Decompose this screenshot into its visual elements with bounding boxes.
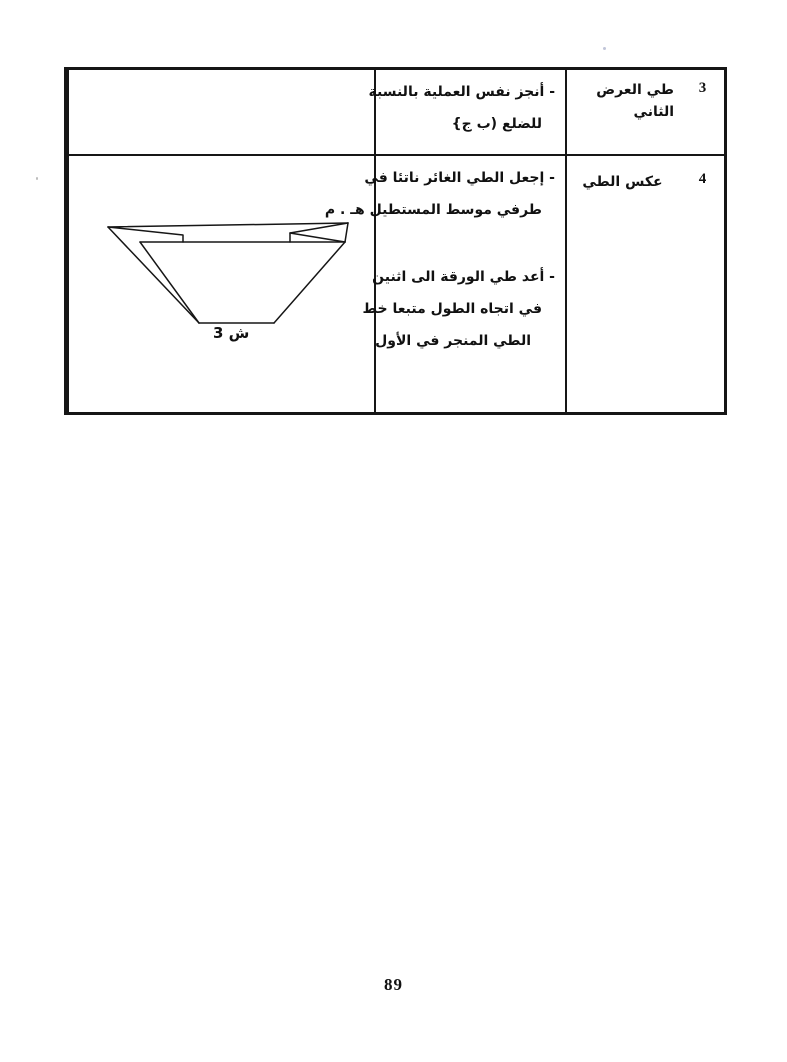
step-number-cell — [681, 154, 724, 412]
instruction-paragraph — [368, 76, 555, 140]
step-title-cell — [565, 70, 681, 154]
step-instructions-cell — [368, 70, 565, 154]
figure-label: ش 3 — [213, 324, 250, 342]
step-title-cell — [565, 154, 681, 412]
step-number: 4 — [698, 171, 707, 187]
instruction-line: - أنجز نفس العملية بالنسبة — [368, 84, 555, 100]
instruction-line: الطي المنجر في الأول — [375, 333, 531, 349]
figure-cell — [67, 154, 374, 412]
scan-speck — [36, 177, 38, 180]
page-number: 89 — [384, 975, 403, 994]
instruction-line: للضلع (ب ج} — [451, 116, 542, 132]
folding-steps-table — [64, 67, 727, 415]
instruction-paragraph — [362, 261, 555, 357]
step-title: طي العرض الثاني — [596, 82, 674, 121]
step-number-cell — [681, 70, 724, 154]
step-title: عكس الطي — [582, 174, 663, 190]
step-number: 3 — [698, 80, 707, 96]
instruction-paragraph — [324, 162, 555, 226]
instruction-line: - أعد طي الورقة الى اثنين — [372, 269, 555, 285]
folded-paper-figure — [69, 156, 380, 418]
step-instructions-cell — [324, 154, 565, 412]
instruction-line: طرفي موسط المستطيل هـ . م — [324, 202, 542, 218]
scan-speck — [603, 47, 606, 50]
instruction-line: - إجعل الطي الغائر ناتئا في — [364, 170, 555, 186]
figure-cell-empty — [67, 70, 374, 154]
instruction-line: في اتجاه الطول متبعا خط — [362, 301, 542, 317]
